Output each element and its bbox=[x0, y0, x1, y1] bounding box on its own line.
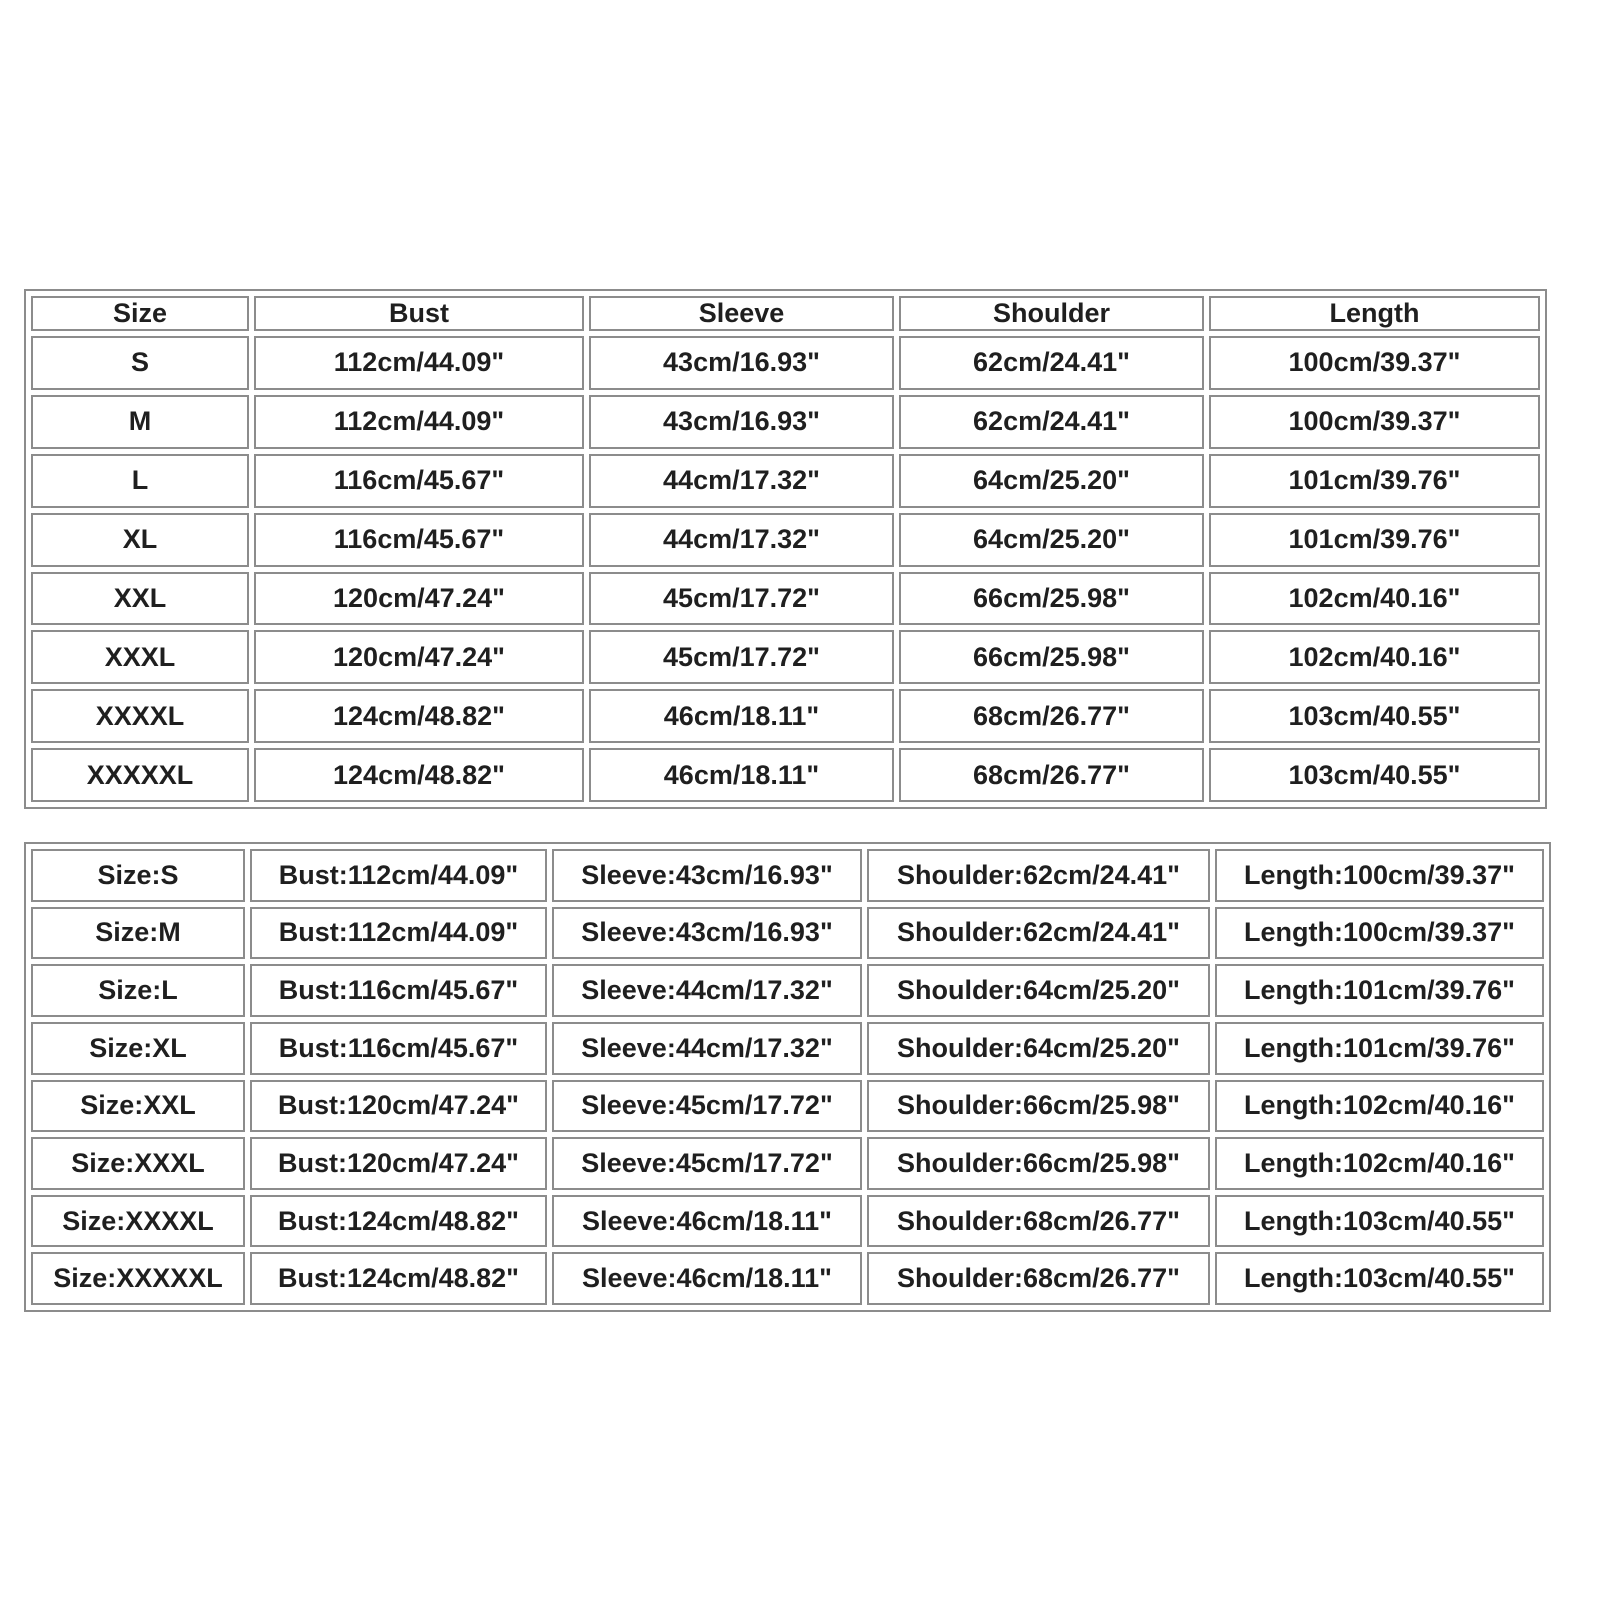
header-bust: Bust bbox=[254, 296, 584, 331]
shoulder-cell: Shoulder:68cm/26.77" bbox=[867, 1195, 1210, 1248]
length-cell: 102cm/40.16" bbox=[1209, 572, 1540, 626]
shoulder-cell: 68cm/26.77" bbox=[899, 689, 1204, 743]
shoulder-cell: Shoulder:68cm/26.77" bbox=[867, 1252, 1210, 1305]
shoulder-cell: 62cm/24.41" bbox=[899, 336, 1204, 390]
size-cell: XXXXL bbox=[31, 689, 249, 743]
bust-cell: Bust:124cm/48.82" bbox=[250, 1252, 547, 1305]
table-row bbox=[31, 748, 1540, 802]
shoulder-cell: 66cm/25.98" bbox=[899, 572, 1204, 626]
table-row bbox=[31, 907, 1544, 960]
header-length: Length bbox=[1209, 296, 1540, 331]
sleeve-cell: Sleeve:45cm/17.72" bbox=[552, 1137, 862, 1190]
length-cell: 103cm/40.55" bbox=[1209, 748, 1540, 802]
table-row bbox=[31, 336, 1540, 390]
length-cell: 101cm/39.76" bbox=[1209, 454, 1540, 508]
bust-cell: Bust:124cm/48.82" bbox=[250, 1195, 547, 1248]
bust-cell: 112cm/44.09" bbox=[254, 395, 584, 449]
header-shoulder: Shoulder bbox=[899, 296, 1204, 331]
table-header-row bbox=[31, 296, 1540, 331]
size-cell: Size:L bbox=[31, 964, 245, 1017]
bust-cell: Bust:112cm/44.09" bbox=[250, 907, 547, 960]
table-row bbox=[31, 689, 1540, 743]
shoulder-cell: 64cm/25.20" bbox=[899, 513, 1204, 567]
shoulder-cell: Shoulder:64cm/25.20" bbox=[867, 964, 1210, 1017]
length-cell: 102cm/40.16" bbox=[1209, 630, 1540, 684]
shoulder-cell: Shoulder:62cm/24.41" bbox=[867, 849, 1210, 902]
length-cell: 100cm/39.37" bbox=[1209, 336, 1540, 390]
table-row bbox=[31, 1022, 1544, 1075]
table-row bbox=[31, 1137, 1544, 1190]
size-cell: Size:XXXXL bbox=[31, 1195, 245, 1248]
size-cell: Size:XXXXXL bbox=[31, 1252, 245, 1305]
length-cell: Length:103cm/40.55" bbox=[1215, 1252, 1544, 1305]
shoulder-cell: 66cm/25.98" bbox=[899, 630, 1204, 684]
table-row bbox=[31, 1195, 1544, 1248]
bust-cell: Bust:112cm/44.09" bbox=[250, 849, 547, 902]
bust-cell: 124cm/48.82" bbox=[254, 748, 584, 802]
size-cell: S bbox=[31, 336, 249, 390]
length-cell: Length:100cm/39.37" bbox=[1215, 907, 1544, 960]
shoulder-cell: 62cm/24.41" bbox=[899, 395, 1204, 449]
size-cell: Size:XL bbox=[31, 1022, 245, 1075]
bust-cell: 112cm/44.09" bbox=[254, 336, 584, 390]
table-row bbox=[31, 1252, 1544, 1305]
sleeve-cell: 44cm/17.32" bbox=[589, 454, 894, 508]
bust-cell: 120cm/47.24" bbox=[254, 630, 584, 684]
length-cell: 103cm/40.55" bbox=[1209, 689, 1540, 743]
bust-cell: Bust:120cm/47.24" bbox=[250, 1137, 547, 1190]
table-row bbox=[31, 964, 1544, 1017]
bust-cell: Bust:116cm/45.67" bbox=[250, 964, 547, 1017]
sleeve-cell: Sleeve:44cm/17.32" bbox=[552, 964, 862, 1017]
sleeve-cell: Sleeve:45cm/17.72" bbox=[552, 1080, 862, 1133]
header-sleeve: Sleeve bbox=[589, 296, 894, 331]
length-cell: Length:101cm/39.76" bbox=[1215, 964, 1544, 1017]
sleeve-cell: 45cm/17.72" bbox=[589, 572, 894, 626]
shoulder-cell: Shoulder:66cm/25.98" bbox=[867, 1080, 1210, 1133]
sleeve-cell: Sleeve:46cm/18.11" bbox=[552, 1252, 862, 1305]
table-row bbox=[31, 395, 1540, 449]
sleeve-cell: 46cm/18.11" bbox=[589, 689, 894, 743]
header-size: Size bbox=[31, 296, 249, 331]
length-cell: Length:100cm/39.37" bbox=[1215, 849, 1544, 902]
sleeve-cell: Sleeve:43cm/16.93" bbox=[552, 907, 862, 960]
size-cell: XXL bbox=[31, 572, 249, 626]
sleeve-cell: 45cm/17.72" bbox=[589, 630, 894, 684]
shoulder-cell: Shoulder:66cm/25.98" bbox=[867, 1137, 1210, 1190]
bust-cell: 116cm/45.67" bbox=[254, 513, 584, 567]
sleeve-cell: Sleeve:44cm/17.32" bbox=[552, 1022, 862, 1075]
shoulder-cell: 68cm/26.77" bbox=[899, 748, 1204, 802]
size-cell: XXXXXL bbox=[31, 748, 249, 802]
table-row bbox=[31, 572, 1540, 626]
table-row bbox=[31, 454, 1540, 508]
size-cell: Size:S bbox=[31, 849, 245, 902]
size-cell: L bbox=[31, 454, 249, 508]
size-cell: Size:M bbox=[31, 907, 245, 960]
length-cell: Length:101cm/39.76" bbox=[1215, 1022, 1544, 1075]
shoulder-cell: Shoulder:64cm/25.20" bbox=[867, 1022, 1210, 1075]
size-cell: Size:XXXL bbox=[31, 1137, 245, 1190]
table-row bbox=[31, 630, 1540, 684]
bust-cell: Bust:116cm/45.67" bbox=[250, 1022, 547, 1075]
size-cell: Size:XXL bbox=[31, 1080, 245, 1133]
bust-cell: 124cm/48.82" bbox=[254, 689, 584, 743]
bust-cell: 120cm/47.24" bbox=[254, 572, 584, 626]
shoulder-cell: 64cm/25.20" bbox=[899, 454, 1204, 508]
bust-cell: 116cm/45.67" bbox=[254, 454, 584, 508]
length-cell: Length:102cm/40.16" bbox=[1215, 1080, 1544, 1133]
size-cell: M bbox=[31, 395, 249, 449]
sleeve-cell: 43cm/16.93" bbox=[589, 336, 894, 390]
bust-cell: Bust:120cm/47.24" bbox=[250, 1080, 547, 1133]
length-cell: Length:102cm/40.16" bbox=[1215, 1137, 1544, 1190]
shoulder-cell: Shoulder:62cm/24.41" bbox=[867, 907, 1210, 960]
sleeve-cell: Sleeve:46cm/18.11" bbox=[552, 1195, 862, 1248]
sleeve-cell: 46cm/18.11" bbox=[589, 748, 894, 802]
sleeve-cell: 44cm/17.32" bbox=[589, 513, 894, 567]
length-cell: Length:103cm/40.55" bbox=[1215, 1195, 1544, 1248]
sleeve-cell: 43cm/16.93" bbox=[589, 395, 894, 449]
size-chart-detail-table bbox=[24, 842, 1551, 1312]
size-cell: XXXL bbox=[31, 630, 249, 684]
sleeve-cell: Sleeve:43cm/16.93" bbox=[552, 849, 862, 902]
length-cell: 101cm/39.76" bbox=[1209, 513, 1540, 567]
size-cell: XL bbox=[31, 513, 249, 567]
table-row bbox=[31, 513, 1540, 567]
size-chart-table bbox=[24, 289, 1547, 809]
table-row bbox=[31, 849, 1544, 902]
table-row bbox=[31, 1080, 1544, 1133]
length-cell: 100cm/39.37" bbox=[1209, 395, 1540, 449]
